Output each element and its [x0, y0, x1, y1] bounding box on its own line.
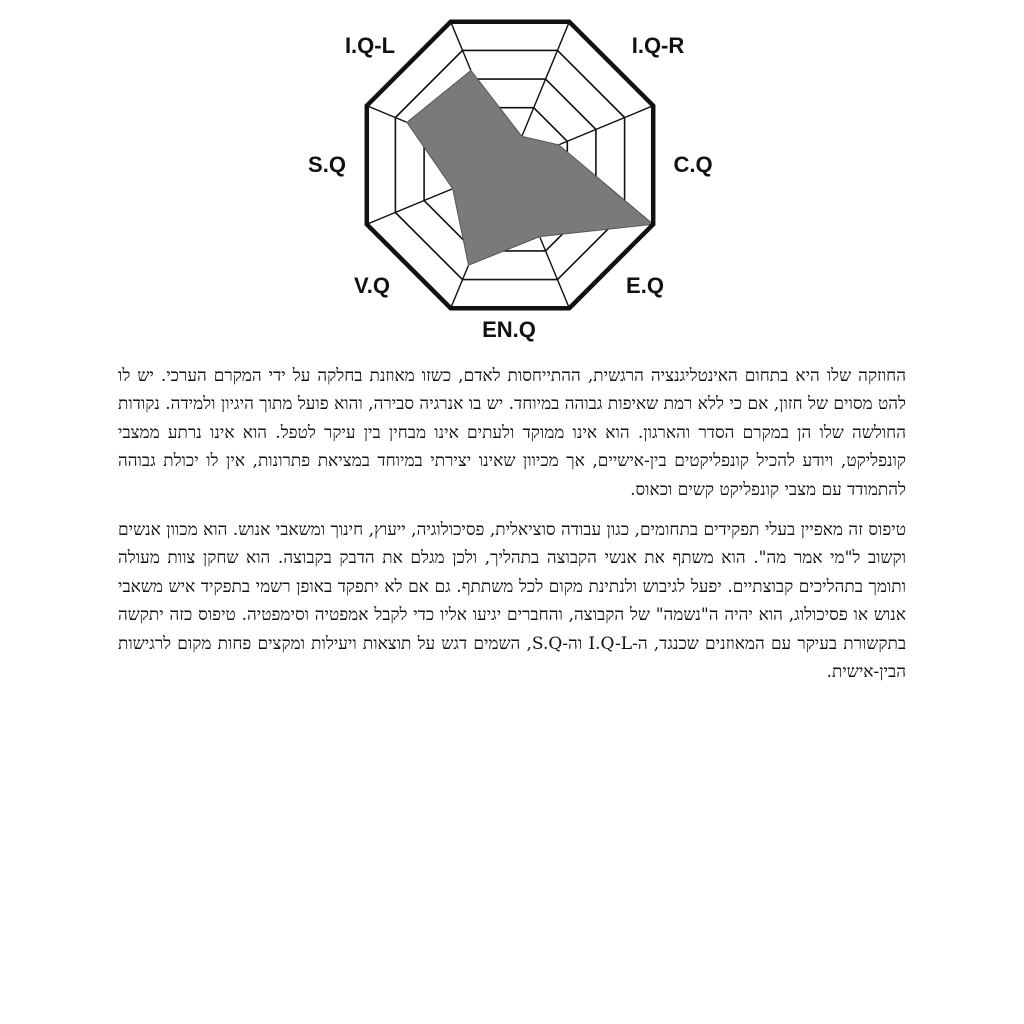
axis-label-iq-r: I.Q-R: [631, 33, 685, 58]
axis-label-eq: E.Q: [626, 273, 664, 298]
series-point-0-6: [406, 122, 408, 124]
paragraph-1: החוזקה שלו היא בתחום האינטליגנציה הרגשית, ההתייחסות לאדם, כשזו מאוזנת בחלקה על ידי המקרם הערכי. יש לו להט מסוים של חזון, אם כי ללא רמת שאיפות גבוהה במיוחד. יש בו אנרגיה סבירה, והוא פועל מתוך היגיון ולמידה. נקודות החולשה שלו הן במקרם הסדר והארגון. הוא אינו ממוקד ולעתים אינו מבחין בין עיקר לטפל. הוא אינו נרתע ממצבי קונפליקט, ויודע להכיל קונפליקטים בין-אישיים, אך מכיוון שאינו יצירתי במיוחד במציאת פתרונות, אין לו יכולת גבוהה להתמודד עם מצבי קונפליקט קשים וכאוס.: [118, 366, 906, 500]
series-point-0-3: [539, 236, 541, 238]
series-point-0-7: [470, 70, 472, 72]
axis-label-sq: S.Q: [308, 152, 346, 177]
series-point-0-5: [452, 188, 454, 190]
radar-chart: [290, 0, 730, 350]
axis-label-vq: V.Q: [354, 273, 390, 298]
axis-label-enq: EN.Q: [482, 317, 536, 342]
series-area-0: [407, 71, 653, 266]
axis-label-iq-l: I.Q-L: [344, 33, 396, 58]
series-point-0-4: [468, 264, 470, 266]
radar-svg: [290, 0, 730, 350]
text-body: [118, 362, 906, 698]
series-point-0-1: [558, 144, 560, 146]
radar-series: [406, 70, 654, 266]
paragraph-2: טיפוס זה מאפיין בעלי תפקידים בתחומים, כגון עבודה סוציאלית, פסיכולוגיה, ייעוץ, חינוך ומשאבי אנוש. הוא מכוון אנשים וקשוב ל"מי אמר מה". הוא משתף את אנשי הקבוצה בתהליך, ולכן מגלם את הדבק בקבוצה. הוא שחקן צוות מעולה ותומך בתהליכים קבוצתיים. יפעל לגיבוש ולנתינת מקום לכל משתתף. גם אם לא יתפקד באופן רשמי בתפקיד איש משאבי אנוש או פסיכולוג, הוא יהיה ה"נשמה" של הקבוצה, והחברים יגיעו אליו כדי לקבל אמפטיה וסימפטיה. טיפוס כזה יתקשה בתקשורת בעיקר עם המאוזנים שכנגד, ה-I.Q-L וה-S.Q, השמים דגש על תוצאות ויעילות ומקצים פחות מקום לרגישות הבין-אישית.: [118, 520, 907, 683]
axis-label-cq: C.Q: [673, 152, 713, 177]
series-point-0-0: [521, 136, 523, 138]
